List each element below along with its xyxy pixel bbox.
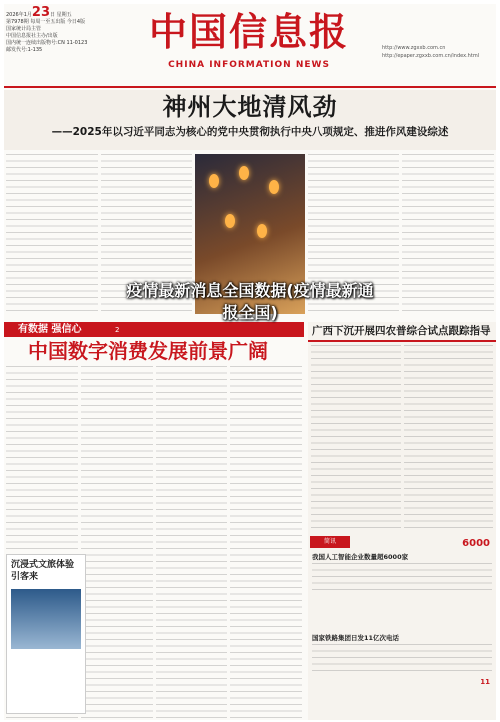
section-label: 有数据 强信心 — [18, 324, 82, 335]
masthead — [4, 4, 496, 88]
right-title: 广西下沉开展四农普综合试点跟踪指导 — [308, 322, 496, 342]
lead-headline — [4, 90, 496, 150]
date-day: 23 — [31, 5, 50, 20]
date-line: 2026年1月 — [6, 12, 32, 18]
issue-line: 第7978期 每周一至五出版 今日4版 — [6, 19, 86, 25]
masthead-title-en: CHINA INFORMATION NEWS — [168, 60, 330, 70]
overlay-line-1: 疫情最新消息全国数据(疫情最新通 — [126, 281, 374, 300]
brief-headline-2: 国家铁路集团日发11亿次电话 — [312, 634, 400, 642]
lantern-shape — [239, 166, 249, 180]
side-feature-title: 沉浸式文旅体验引客来 — [11, 560, 75, 582]
brief-text-1 — [312, 563, 492, 593]
brief-news — [308, 534, 496, 720]
overlay-line-2: 报全国) — [222, 303, 278, 322]
brief-label: 简讯 — [310, 536, 350, 548]
newspaper-page — [4, 4, 496, 720]
right-text — [308, 342, 496, 532]
code-line: 国内统一连续出版物号:CN 11-0123 — [6, 40, 88, 46]
date-weekday: 日 星期五 — [50, 12, 72, 18]
sponsor-line: 国家统计局主管 — [6, 26, 42, 32]
postal-line: 邮发代号:1-135 — [6, 47, 43, 53]
article-column — [230, 366, 302, 720]
side-feature-image — [11, 589, 81, 649]
brief-headline-1: 我国人工智能企业数量超6000家 — [312, 553, 409, 561]
section-bar — [4, 322, 304, 337]
epaper-url[interactable]: http://epaper.zgxxb.com.cn/index.html — [382, 53, 480, 59]
brief-number-2: 11 — [480, 678, 490, 686]
article-column — [404, 345, 494, 529]
article-column — [311, 345, 401, 529]
headline-sub: ——2025年以习近平同志为核心的党中央贯彻执行中央八项规定、推进作风建设综述 — [51, 126, 449, 138]
side-feature — [6, 554, 86, 714]
masthead-rule — [4, 86, 496, 88]
headline-main: 神州大地清风劲 — [162, 92, 338, 121]
brief-number: 6000 — [462, 538, 490, 549]
lantern-shape — [257, 224, 267, 238]
brief-text-2 — [312, 644, 492, 674]
site-url[interactable]: http://www.zgxxb.com.cn — [382, 45, 446, 51]
article-column — [156, 366, 228, 720]
overlay-caption — [4, 280, 496, 324]
masthead-title: 中国信息报 — [148, 9, 349, 54]
article-column — [81, 366, 153, 720]
lantern-shape — [269, 180, 279, 194]
masthead-urls — [382, 44, 492, 60]
section-number: 2 — [114, 326, 120, 334]
date-block — [6, 6, 118, 54]
feature-title: 中国数字消费发展前景广阔 — [28, 339, 268, 363]
lantern-shape — [209, 174, 219, 188]
publisher-line: 中国信息报社主办/出版 — [6, 33, 58, 39]
lantern-shape — [225, 214, 235, 228]
